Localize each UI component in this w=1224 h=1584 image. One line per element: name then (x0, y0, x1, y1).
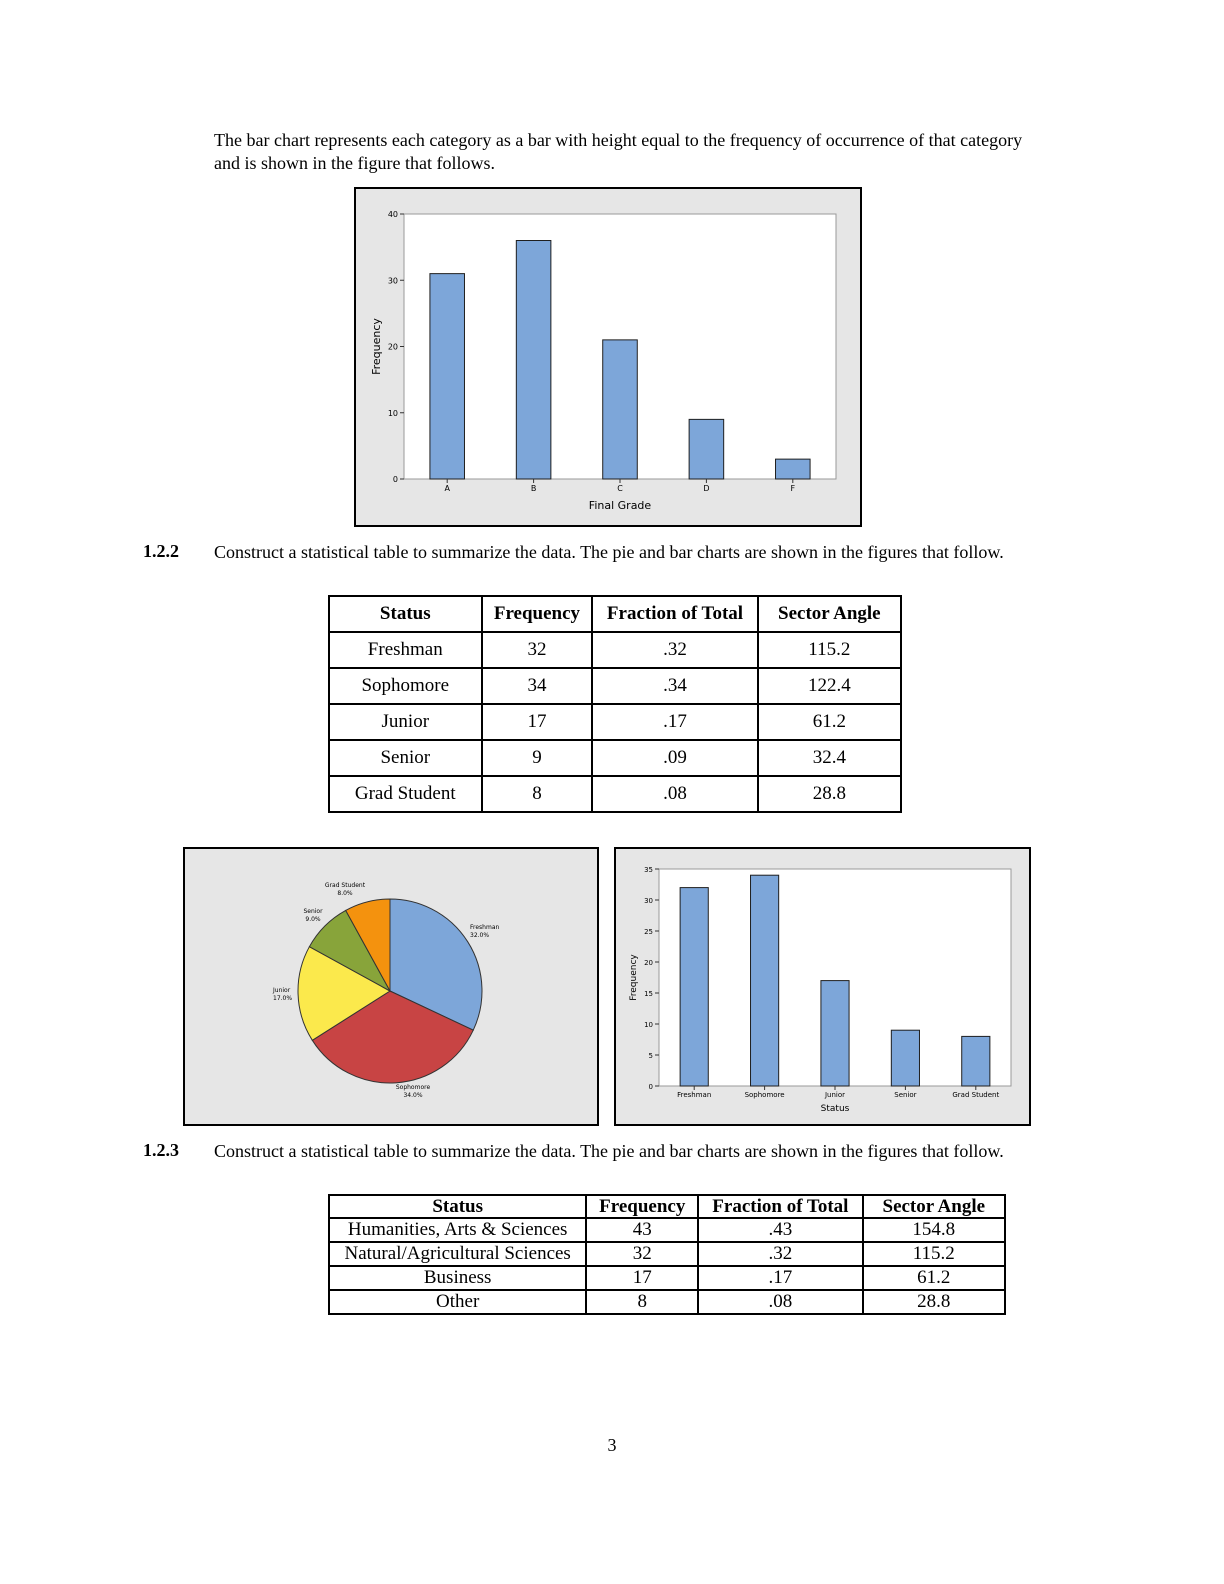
header-fraction: Fraction of Total (592, 596, 757, 632)
table-header-row (329, 1195, 1005, 1218)
intro-paragraph: The bar chart represents each category as a bar with height equal to the frequency of occurrence of that category and is shown in the figure that follows. (214, 130, 1023, 173)
bar (751, 875, 779, 1086)
y-tick-label: 20 (387, 342, 398, 352)
bar (776, 459, 811, 479)
cell-sector-angle: 154.8 (863, 1218, 1005, 1242)
y-tick-label: 15 (644, 990, 653, 998)
cell-status: Business (329, 1266, 586, 1290)
x-tick-label: C (617, 484, 623, 493)
pie-slice-percent: 9.0% (305, 916, 321, 923)
y-tick-label: 30 (644, 897, 653, 905)
header-status: Status (329, 1195, 586, 1218)
pie-slice-percent: 34.0% (403, 1092, 423, 1099)
status-bar-chart-svg (616, 849, 1029, 1124)
status-pie-chart-svg (185, 849, 597, 1124)
x-tick-label: D (703, 484, 710, 493)
cell-sector-angle: 115.2 (758, 632, 901, 668)
bar (680, 888, 708, 1086)
cell-status: Senior (329, 740, 482, 776)
status-bar-chart (614, 847, 1031, 1126)
cell-frequency: 43 (586, 1218, 698, 1242)
header-frequency: Frequency (482, 596, 593, 632)
y-tick-label: 30 (387, 276, 398, 286)
status-table-1-2-2 (328, 595, 902, 813)
y-tick-label: 10 (644, 1021, 653, 1029)
cell-sector-angle: 28.8 (758, 776, 901, 812)
cell-fraction: .32 (698, 1242, 862, 1266)
cell-fraction: .43 (698, 1218, 862, 1242)
cell-frequency: 32 (586, 1242, 698, 1266)
cell-status: Humanities, Arts & Sciences (329, 1218, 586, 1242)
cell-fraction: .08 (698, 1290, 862, 1314)
section-number-1-2-2: 1.2.2 (143, 541, 179, 561)
x-tick-label: Freshman (677, 1091, 712, 1099)
table-row (329, 704, 901, 740)
cell-fraction: .09 (592, 740, 757, 776)
cell-status: Junior (329, 704, 482, 740)
final-grade-bar-chart-svg (356, 189, 860, 525)
cell-frequency: 8 (482, 776, 593, 812)
cell-fraction: .32 (592, 632, 757, 668)
x-tick-label: Grad Student (952, 1091, 1000, 1099)
status-table-1-2-3 (328, 1194, 1006, 1315)
header-frequency: Frequency (586, 1195, 698, 1218)
pie-slice-label: Sophomore (395, 1084, 431, 1091)
pie-slice-percent: 8.0% (337, 890, 353, 897)
header-fraction: Fraction of Total (698, 1195, 862, 1218)
cell-sector-angle: 61.2 (863, 1266, 1005, 1290)
pie-slice-percent: 17.0% (273, 995, 293, 1002)
y-axis-label: Frequency (370, 318, 383, 375)
pie-slice-label: Freshman (470, 924, 500, 931)
table-row (329, 1242, 1005, 1266)
y-tick-label: 0 (392, 475, 398, 484)
table-row (329, 1290, 1005, 1314)
section-1-2-2-text: Construct a statistical table to summarize the data. The pie and bar charts are shown in the figures that follow. (214, 542, 1004, 562)
header-status: Status (329, 596, 482, 632)
y-tick-label: 20 (644, 959, 653, 967)
x-tick-label: Senior (894, 1091, 917, 1099)
cell-frequency: 17 (482, 704, 593, 740)
section-number-1-2-3: 1.2.3 (143, 1140, 179, 1160)
cell-sector-angle: 122.4 (758, 668, 901, 704)
bar (891, 1030, 919, 1086)
cell-frequency: 32 (482, 632, 593, 668)
pie-slice-label: Senior (303, 908, 323, 915)
cell-status: Natural/Agricultural Sciences (329, 1242, 586, 1266)
bar (821, 981, 849, 1086)
header-sector-angle: Sector Angle (863, 1195, 1005, 1218)
final-grade-bar-chart (354, 187, 862, 527)
x-tick-label: Sophomore (744, 1091, 785, 1099)
table-row (329, 776, 901, 812)
table-row (329, 740, 901, 776)
table-row (329, 632, 901, 668)
page-number: 3 (607, 1435, 617, 1455)
y-axis-label: Frequency (629, 954, 639, 1001)
cell-fraction: .34 (592, 668, 757, 704)
cell-fraction: .17 (592, 704, 757, 740)
cell-fraction: .17 (698, 1266, 862, 1290)
cell-frequency: 17 (586, 1266, 698, 1290)
cell-sector-angle: 28.8 (863, 1290, 1005, 1314)
pie-slice-percent: 32.0% (470, 932, 490, 939)
status-pie-chart (183, 847, 599, 1126)
pie-slice-label: Junior (273, 987, 291, 994)
x-axis-label: Status (820, 1104, 850, 1114)
cell-status: Freshman (329, 632, 482, 668)
table-header-row (329, 596, 901, 632)
table-row (329, 1266, 1005, 1290)
bar (603, 340, 638, 479)
cell-frequency: 9 (482, 740, 593, 776)
cell-status: Other (329, 1290, 586, 1314)
x-tick-label: F (790, 484, 796, 493)
table-row (329, 668, 901, 704)
cell-frequency: 8 (586, 1290, 698, 1314)
y-tick-label: 35 (644, 866, 653, 874)
bar (962, 1036, 990, 1086)
y-tick-label: 40 (387, 210, 398, 219)
section-1-2-3-text: Construct a statistical table to summarize the data. The pie and bar charts are shown in the figures that follow. (214, 1141, 1004, 1161)
x-tick-label: Junior (824, 1091, 846, 1099)
x-tick-label: B (530, 484, 537, 493)
y-tick-label: 25 (644, 928, 653, 936)
bar (689, 419, 724, 479)
cell-status: Grad Student (329, 776, 482, 812)
header-sector-angle: Sector Angle (758, 596, 901, 632)
y-tick-label: 5 (648, 1052, 653, 1060)
y-tick-label: 0 (648, 1083, 653, 1091)
x-tick-label: A (444, 484, 450, 493)
cell-sector-angle: 115.2 (863, 1242, 1005, 1266)
cell-sector-angle: 32.4 (758, 740, 901, 776)
cell-fraction: .08 (592, 776, 757, 812)
cell-sector-angle: 61.2 (758, 704, 901, 740)
x-axis-label: Final Grade (588, 499, 652, 512)
bar (430, 274, 465, 479)
bar (516, 241, 551, 480)
y-tick-label: 10 (387, 408, 398, 418)
cell-frequency: 34 (482, 668, 593, 704)
table-row (329, 1218, 1005, 1242)
cell-status: Sophomore (329, 668, 482, 704)
pie-slice-label: Grad Student (324, 882, 366, 889)
